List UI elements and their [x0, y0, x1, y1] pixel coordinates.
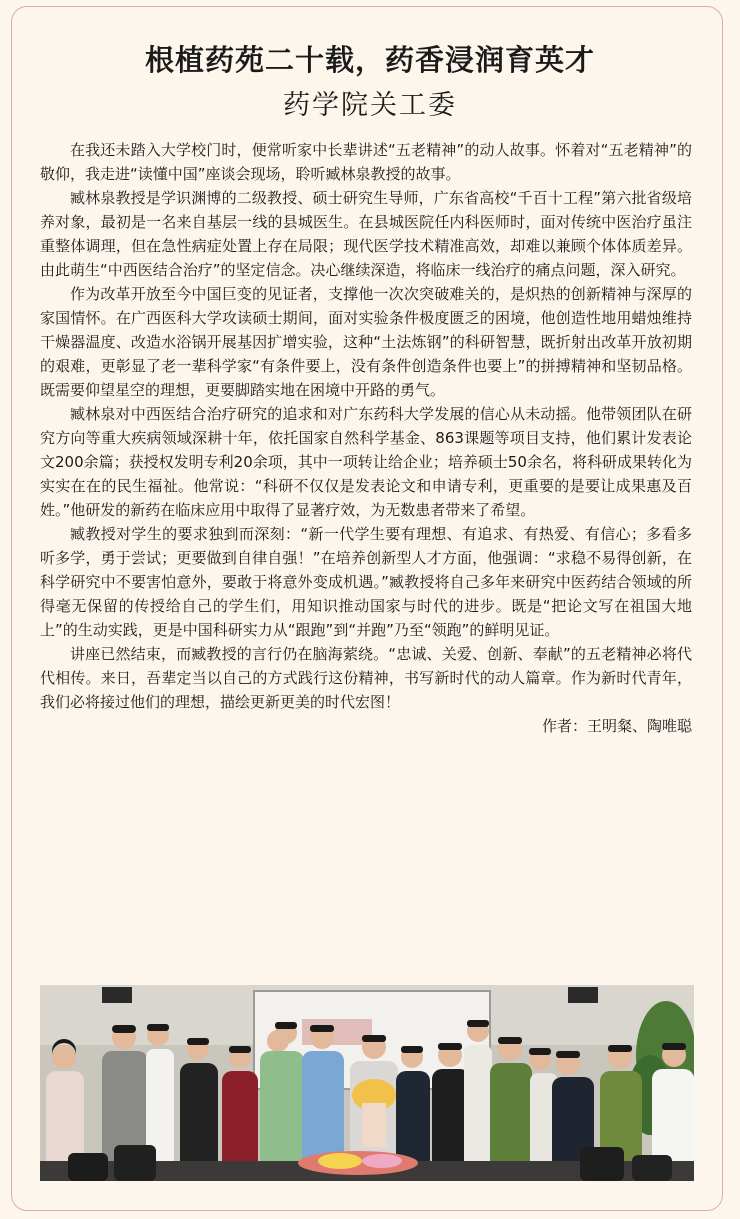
paragraph-4: 臧林泉对中西医结合治疗研究的追求和对广东药科大学发展的信心从未动摇。他带领团队在研究方向等重大疾病领域深耕十年，依托国家自然科学基金、863课题等项目支持，他们累计发表论文200余篇；获授权发明专利20余项，其中一项转让给企业；培养硕士50余名，将科研成果转化为实实在在的民生福祉。他常说：“科研不仅仅是发表论文和申请专利，更重要的是要让成果惠及百姓。”他研发的新药在临床应用中取得了显著疗效，为无数患者带来了希望。 [40, 405, 692, 519]
group-photo [40, 985, 694, 1181]
paragraph-6: 讲座已然结束，而臧教授的言行仍在脑海萦绕。“忠诚、关爱、创新、奉献”的五老精神必将代代相传。来日，吾辈定当以自己的方式践行这份精神，书写新时代的动人篇章。作为新时代青年，我们必将接过他们的理想，描绘更新更美的时代宏图！ [40, 645, 692, 711]
article-title: 根植药苑二十载，药香浸润育英才 [144, 43, 595, 77]
article-body [40, 138, 692, 738]
article-subtitle: 药学院关工委 [283, 90, 457, 121]
paragraph-1: 在我还未踏入大学校门时，便常听家中长辈讲述“五老精神”的动人故事。怀着对“五老精神”的敬仰，我走进“读懂中国”座谈会现场，聆听臧林泉教授的故事。 [40, 141, 692, 183]
paragraph-3: 作为改革开放至今中国巨变的见证者，支撑他一次次突破难关的，是炽热的创新精神与深厚的家国情怀。在广西医科大学攻读硕士期间，面对实验条件极度匮乏的困境，他创造性地用蜡烛维持干燥器温度、改造水浴锅开展基因扩增实验，这种“土法炼钢”的科研智慧，既折射出改革开放初期的艰难，更彰显了老一辈科学家“有条件要上，没有条件创造条件也要上”的拼搏精神和坚韧品格。既需要仰望星空的理想，更要脚踏实地在困境中开路的勇气。 [40, 285, 692, 399]
article-author: 作者：王明粲、陶唯聪 [541, 717, 692, 735]
paragraph-5: 臧教授对学生的要求独到而深刻：“新一代学生要有理想、有追求、有热爱、有信心；多看多听多学，勇于尝试；更要做到自律自强！”在培养创新型人才方面，他强调：“求稳不易得创新，在科学研究中不要害怕意外，要敢于将意外变成机遇。”臧教授将自己多年来研究中医药结合领域的所得毫无保留的传授给自己的学生们，用知识推动国家与时代的进步。既是“把论文写在祖国大地上”的生动实践，更是中国科研实力从“跟跑”到“并跑”乃至“领跑”的鲜明见证。 [40, 525, 692, 639]
group-photo-illustration [40, 985, 694, 1181]
paragraph-2: 臧林泉教授是学识渊博的二级教授、硕士研究生导师，广东省高校“千百十工程”第六批省级培养对象，最初是一名来自基层一线的县城医生。在县城医院任内科医师时，面对传统中医治疗虽注重整体调理，但在急性病症处置上存在局限；现代医学技术精准高效，却难以兼顾个体体质差异。由此萌生“中西医结合治疗”的坚定信念。决心继续深造，将临床一线治疗的痛点问题，深入研究。 [40, 189, 692, 279]
